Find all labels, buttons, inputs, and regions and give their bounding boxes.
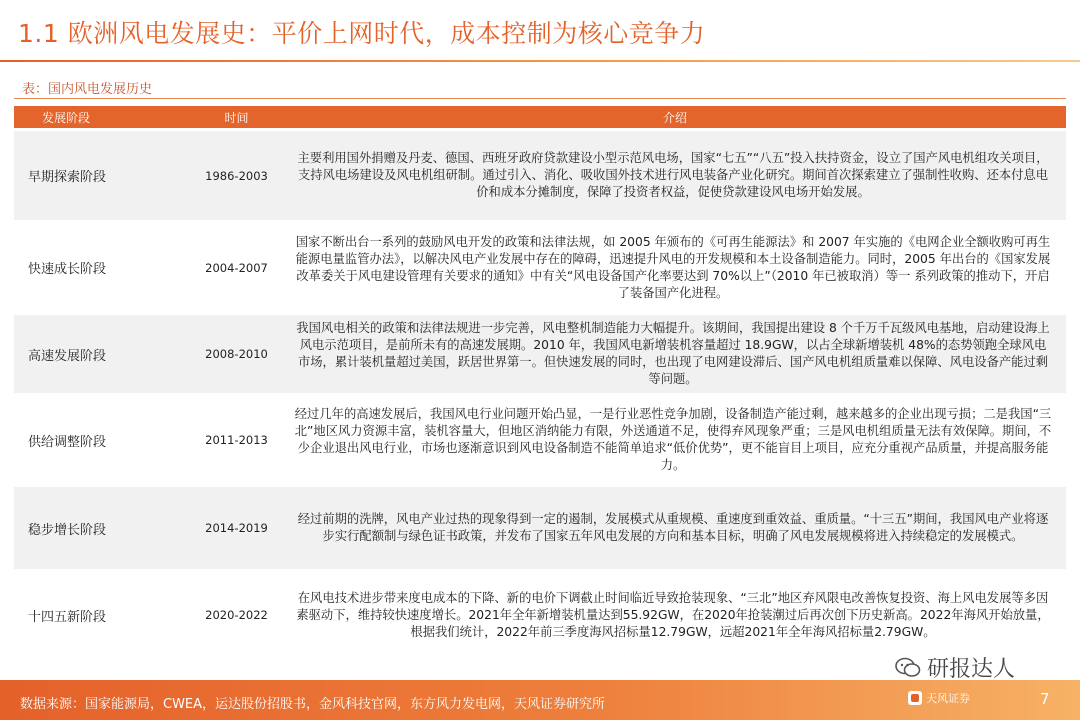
data-source-note: 数据来源：国家能源局，CWEA，运达股份招股书，金风科技官网，东方风力发电网，天风证券研究所: [20, 697, 606, 712]
desc-cell: 经过几年的高速发展后，我国风电行业问题开始凸显，一是行业恶性竞争加剧，设备制造产能过剩，越来越多的企业出现亏损；二是我国“三北”地区风力资源丰富，装机容量大，但地区消纳能力有限，外送通道不足，使得弃风现象严重；三是风电机组质量无法有效保障。期间，不少企业退出风电行业，市场也逐渐意识到风电设备制造不能简单追求“低价优势”，更不能盲目上项目，应充分重视产品质量，并提高服务能力。: [294, 407, 1052, 472]
page-number: 7: [1040, 690, 1050, 708]
wechat-icon: [895, 657, 921, 679]
stage-cell: 早期探索阶段: [28, 170, 107, 185]
caption-divider: [14, 98, 1066, 99]
desc-cell: 主要利用国外捐赠及丹麦、德国、西班牙政府贷款建设小型示范风电场，国家“七五”“八五”投入扶持资金，设立了国产风电机组攻关项目，支持风电场建设及风电机组研制。通过引入、消化、吸收国外技术进行风电装备产业化研究。期间首次探索建立了强制性收购、还本付息电价和成本分摊制度，保障了投资者权益，促使贷款建设风电场开始发展。: [297, 151, 1049, 199]
table-row: [14, 223, 1066, 312]
table-row: [14, 572, 1066, 658]
time-cell: 1986-2003: [205, 168, 268, 183]
time-cell: 2004-2007: [205, 260, 268, 275]
stage-cell: 稳步增长阶段: [28, 522, 107, 538]
header-time: 时间: [224, 110, 249, 125]
desc-cell: 经过前期的洗牌，风电产业过热的现象得到一定的遏制，发展模式从重规模、重速度到重效益、重质量。“十三五”期间，我国风电产业将逐步实行配额制与绿色证书政策，并发布了国家五年风电发展的方向和基本目标，明确了风电发展规模将进入持续稳定的发展模式。: [297, 512, 1049, 543]
page-title: 1.1 欧洲风电发展史：平价上网时代，成本控制为核心竞争力: [18, 19, 706, 48]
header-stage: 发展阶段: [42, 110, 91, 125]
stage-cell: 高速发展阶段: [28, 348, 107, 364]
table-row: [14, 315, 1066, 393]
watermark: [895, 652, 1015, 683]
header-intro: 介绍: [662, 110, 687, 125]
table-caption: 表：国内风电发展历史: [22, 82, 153, 97]
stage-cell: 十四五新阶段: [28, 609, 107, 625]
table-row: [14, 131, 1066, 220]
logo-text: 天风证券: [926, 692, 970, 705]
desc-cell: 国家不断出台一系列的鼓励风电开发的政策和法律法规，如 2005 年颁布的《可再生能源法》和 2007 年实施的《电网企业全额收购可再生能源电量监管办法》，以解决风电产业发展中存在的障碍，迅速提升风电的开发规模和本土设备制造能力。同时，2005 年出台的《国家发展改革委关于风电建设管理有关要求的通知》中有关“风电设备国产化率要达到 70%以上”（2010 年已被取消）等一 系列政策的推动下，开启了装备国产化进程。: [295, 234, 1051, 300]
desc-cell: 我国风电相关的政策和法律法规进一步完善，风电整机制造能力大幅提升。该期间，我国提出建设 8 个千万千瓦级风电基地，启动建设海上风电示范项目，是前所未有的高速发展期。2010 年，我国风电新增装机容量超过 18.9GW，以占全球新增装机 48%的态势领跑全球风电市场，累计装机量超过美国，跃居世界第一。但快速发展的同时，也出现了电网建设滞后、国产风电机组质量难以保障、风电设备产能过剩等问题。: [296, 321, 1050, 386]
table-header-row: [14, 106, 1066, 128]
time-cell: 2020-2022: [205, 608, 268, 622]
watermark-text: 研报达人: [927, 657, 1016, 682]
table-row: [14, 396, 1066, 484]
time-cell: 2014-2019: [205, 521, 268, 535]
time-cell: 2008-2010: [205, 347, 268, 361]
stage-cell: 快速成长阶段: [28, 262, 107, 277]
title-divider: [0, 60, 1080, 62]
time-cell: 2011-2013: [205, 433, 268, 447]
tianfeng-logo: [908, 690, 970, 706]
logo-icon: [908, 691, 922, 705]
history-table: [14, 106, 1066, 658]
table-row: [14, 487, 1066, 569]
stage-cell: 供给调整阶段: [28, 434, 107, 450]
desc-cell: 在风电技术进步带来度电成本的下降、新的电价下调截止时间临近导致抢装现象、“三北”地区弃风限电改善恢复投资、海上风电发展等多因素驱动下，维持较快速度增长。2021年全年新增装机量达到55.92GW，在2020年抢装潮过后再次创下历史新高。2022年海风开始放量，根据我们统计，2022年前三季度海风招标量12.79GW，远超2021年全年海风招标量2.79GW。: [296, 590, 1050, 639]
